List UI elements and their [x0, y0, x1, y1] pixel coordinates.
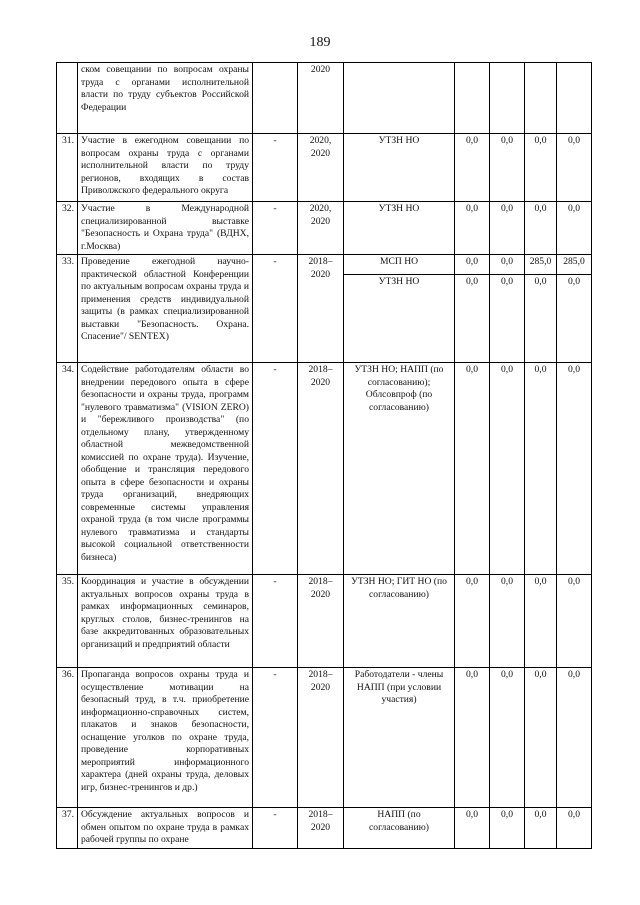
row-executor: УТЗН НО: [344, 134, 455, 202]
row-value: 0,0: [525, 808, 557, 849]
row-value: 0,0: [490, 134, 525, 202]
row-years: 2020, 2020: [298, 134, 344, 202]
page-number: 189: [309, 35, 331, 50]
row-description: Проведение ежегодной научно-практической областной Конференции по актуальным вопросам охраны труда и применения средств индивидуальной защиты (в рамках специализированной выставки "Безопасность. Охрана. Спасение"/ SENTEX): [78, 255, 253, 363]
row-value: 0,0: [525, 275, 557, 363]
table-row: [57, 63, 592, 134]
row-number: 35.: [57, 575, 78, 668]
row-years: 2018–2020: [298, 668, 344, 808]
row-number: 32.: [57, 202, 78, 255]
row-value: [455, 63, 490, 134]
row-number: 37.: [57, 808, 78, 849]
row-mark: -: [253, 668, 298, 808]
row-value: 285,0: [557, 255, 592, 275]
row-value: 0,0: [455, 575, 490, 668]
row-value: [525, 63, 557, 134]
row-description: Участие в ежегодном совещании по вопросам охраны труда с органами исполнительной власти по труду регионов, входящих в состав Приволжского федерального округа: [78, 134, 253, 202]
row-value: 0,0: [557, 575, 592, 668]
row-value: 0,0: [525, 134, 557, 202]
row-mark: -: [253, 202, 298, 255]
row-description: Обсуждение актуальных вопросов и обмен опытом по охране труда в рамках рабочей группы по охране: [78, 808, 253, 849]
row-mark: -: [253, 575, 298, 668]
row-value: 0,0: [557, 202, 592, 255]
program-table: [56, 62, 592, 849]
row-value: 0,0: [525, 575, 557, 668]
row-value: 0,0: [490, 808, 525, 849]
row-value: 0,0: [525, 668, 557, 808]
row-mark: -: [253, 255, 298, 363]
row-value: 0,0: [490, 275, 525, 363]
row-executor: УТЗН НО; НАПП (по согласованию); Облсовпроф (по согласованию): [344, 363, 455, 575]
row-value: 0,0: [455, 134, 490, 202]
table-row: [57, 668, 592, 808]
row-value: 0,0: [455, 255, 490, 275]
table-row: [57, 134, 592, 202]
table-row: [57, 363, 592, 575]
row-value: [490, 63, 525, 134]
row-executor: УТЗН НО; ГИТ НО (по согласованию): [344, 575, 455, 668]
row-value: 0,0: [490, 575, 525, 668]
row-value: 0,0: [490, 255, 525, 275]
row-number: 34.: [57, 363, 78, 575]
table-row: [57, 255, 592, 275]
row-value: 0,0: [490, 668, 525, 808]
row-mark: -: [253, 134, 298, 202]
row-value: 0,0: [525, 363, 557, 575]
row-years: 2020, 2020: [298, 202, 344, 255]
table-row: [57, 202, 592, 255]
row-value: 0,0: [525, 202, 557, 255]
row-value: 0,0: [455, 808, 490, 849]
row-executor: УТЗН НО: [344, 275, 455, 363]
row-years: 2018–2020: [298, 363, 344, 575]
row-executor: УТЗН НО: [344, 202, 455, 255]
table-body: [57, 63, 592, 849]
row-mark: -: [253, 808, 298, 849]
row-value: [557, 63, 592, 134]
row-executor: МСП НО: [344, 255, 455, 275]
row-value: 0,0: [557, 134, 592, 202]
row-executor: Работодатели - члены НАПП (при условии участия): [344, 668, 455, 808]
row-description: Пропаганда вопросов охраны труда и осуществление мотивации на безопасный труд, в т.ч. приобретение информационно-справочных систем, плакатов и знаков безопасности, оснащение уголков по охране труда, проведение корпоративных мероприятий информационного характера (дней охраны труда, деловых игр, бизнес-тренингов и др.): [78, 668, 253, 808]
row-value: 0,0: [557, 275, 592, 363]
row-value: 0,0: [490, 202, 525, 255]
row-value: 285,0: [525, 255, 557, 275]
row-executor: НАПП (по согласованию): [344, 808, 455, 849]
row-value: 0,0: [557, 363, 592, 575]
row-value: 0,0: [455, 202, 490, 255]
row-value: 0,0: [557, 668, 592, 808]
row-mark: -: [253, 363, 298, 575]
row-executor: [344, 63, 455, 134]
row-number: [57, 63, 78, 134]
row-number: 31.: [57, 134, 78, 202]
row-number: 36.: [57, 668, 78, 808]
row-mark: [253, 63, 298, 134]
row-years: 2018–2020: [298, 575, 344, 668]
row-years: 2020: [298, 63, 344, 134]
row-value: 0,0: [455, 363, 490, 575]
row-description: Участие в Международной специализированной выставке "Безопасность и Охрана труда" (ВДНХ, г.Москва): [78, 202, 253, 255]
row-number: 33.: [57, 255, 78, 363]
row-description: Координация и участие в обсуждении актуальных вопросов охраны труда в рамках информационных семинаров, круглых столов, бизнес-тренингов на базе аккредитованных образовательных организаций и предприятий области: [78, 575, 253, 668]
row-description: ском совещании по вопросам охраны труда с органами исполнительной власти по труду субъектов Российской Федерации: [78, 63, 253, 134]
row-years: 2018–2020: [298, 255, 344, 363]
row-value: 0,0: [455, 275, 490, 363]
row-value: 0,0: [557, 808, 592, 849]
row-value: 0,0: [455, 668, 490, 808]
row-description: Содействие работодателям области во внедрении передового опыта в сфере безопасности и охраны труда, программ "нулевого травматизма" (VISION ZERO) и "бережливого производства" (по отдельному плану, утвержденному областной межведомственной комиссией по охране труда). Изучение, обобщение и трансляция передового опыта в сфере безопасности и охраны труда организаций, внедряющих современные системы управления охраной труда (в том числе программы нулевого травматизма и стандарты высокой социальной ответственности бизнеса): [78, 363, 253, 575]
row-years: 2018–2020: [298, 808, 344, 849]
row-value: 0,0: [490, 363, 525, 575]
table-row: [57, 808, 592, 849]
table-row: [57, 575, 592, 668]
